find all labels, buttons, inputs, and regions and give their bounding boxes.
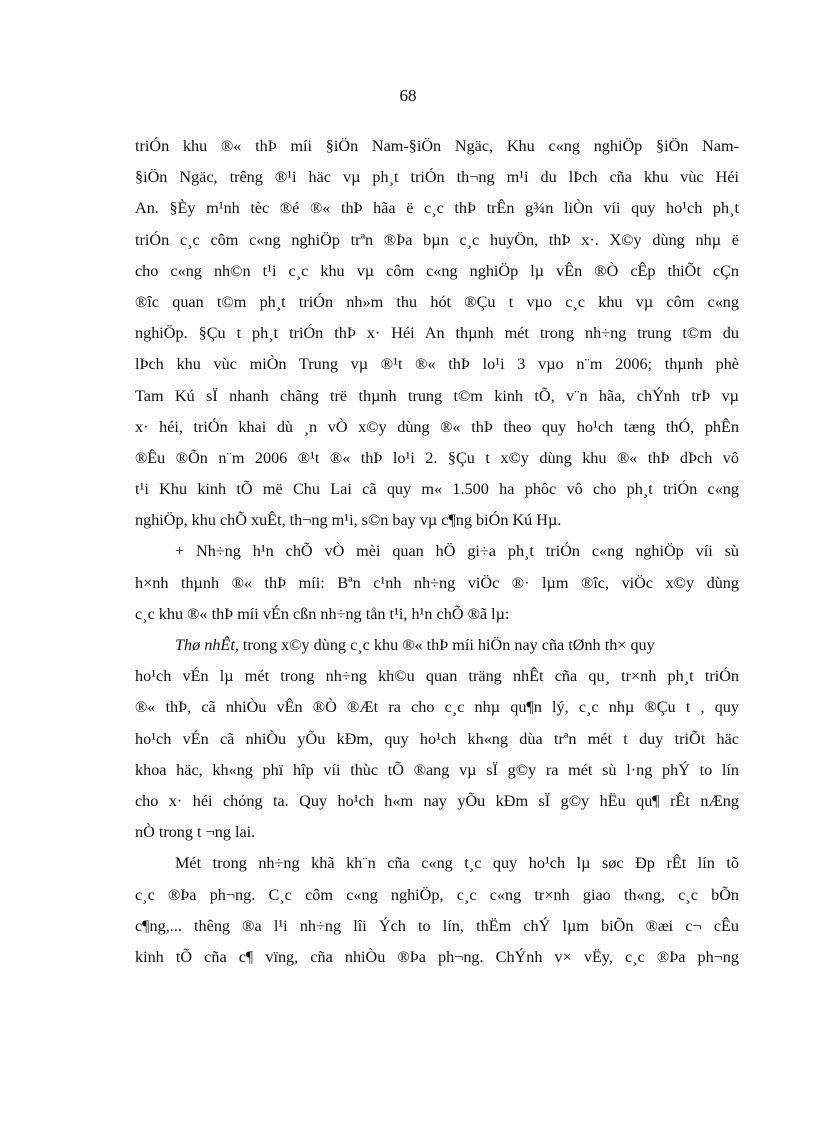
text-line: lÞch khu vùc miÒn Trung vµ ®¹t ®« thÞ lo¹i 3 vµo n¨m 2006; thµnh phè xyxy=(135,355,739,374)
text-line: khoa häc, kh«ng phï hîp víi thùc tÕ ®ang vµ sÏ g©y ra mét sù l·ng phÝ to lín xyxy=(135,760,739,779)
text-line: ®îc quan t©m ph¸t triÓn nh»m thu hót ®Çu t vµo c¸c khu vµ côm c«ng xyxy=(135,292,739,311)
paragraph xyxy=(135,630,739,848)
text-line: h×nh thµnh ®« thÞ míi: Bªn c¹nh nh÷ng viÖc ®· lµm ®îc, viÖc x©y dùng xyxy=(135,573,739,592)
text-line: ho¹ch vÉn lµ mét trong nh÷ng kh©u quan träng nhÊt cña qu¸ tr×nh ph¸t triÓn xyxy=(135,667,739,686)
text-line: triÓn c¸c côm c«ng nghiÖp trªn ®Þa bµn c¸c huyÖn, thÞ x·. X©y dùng nhµ ë xyxy=(135,230,739,249)
text-line: x· héi, triÓn khai dù ¸n vÒ x©y dùng ®« thÞ theo quy ho¹ch tæng thÓ, phÊn xyxy=(135,417,739,436)
text-line: t¹i Khu kinh tÕ më Chu Lai cã quy m« 1.500 ha phôc vô cho ph¸t triÓn c«ng xyxy=(135,480,739,499)
text-line: nghiÖp, khu chÕ xuÊt, th¬ng m¹i, s©n bay vµ c¶ng biÓn Kú Hµ. xyxy=(135,511,562,530)
text-line: §iÖn Ngäc, trêng ®¹i häc vµ ph¸t triÓn th¬ng m¹i du lÞch cña khu vùc Héi xyxy=(135,168,739,187)
text-line: c¶ng,... thêng ®a l¹i nh÷ng lîi Ých to lín, thËm chÝ lµm biÕn ®æi c¬ cÊu xyxy=(135,916,739,935)
text-line: c¸c khu ®« thÞ míi vÉn cßn nh÷ng tån t¹i, h¹n chÕ ®ã lµ: xyxy=(135,604,510,623)
paragraph xyxy=(135,848,739,973)
text-line: c¸c ®Þa ph¬ng. C¸c côm c«ng nghiÖp, c¸c c«ng tr×nh giao th«ng, c¸c bÕn xyxy=(135,885,739,904)
text-line: nÒ trong t ¬ng lai. xyxy=(135,823,256,842)
text-line: + Nh÷ng h¹n chÕ vÒ mèi quan hÖ gi÷a ph¸t triÓn c«ng nghiÖp víi sù xyxy=(175,542,739,561)
text-line: ho¹ch vÉn cã nhiÒu yÕu kÐm, quy ho¹ch kh«ng dùa trªn mét t duy triÕt häc xyxy=(135,729,739,748)
text-line: An. §Èy m¹nh tèc ®é ®« thÞ hãa ë c¸c thÞ trÊn g¾n liÒn víi quy ho¹ch ph¸t xyxy=(135,199,739,218)
text-line: ®« thÞ, cã nhiÒu vÊn ®Ò ®Æt ra cho c¸c nhµ qu¶n lý, c¸c nhµ ®Çu t , quy xyxy=(135,698,739,717)
text-line: ®Êu ®Õn n¨m 2006 ®¹t ®« thÞ lo¹i 2. §Çu t x©y dùng khu ®« thÞ dÞch vô xyxy=(135,448,739,467)
text-line: nghiÖp. §Çu t ph¸t triÓn thÞ x· Héi An thµnh mét trong nh÷ng trung t©m du xyxy=(135,324,739,343)
text-line xyxy=(135,630,739,661)
text-run: trong x©y dùng c¸c khu ®« thÞ míi hiÖn nay cña tØnh th× quy xyxy=(238,636,655,654)
body-text xyxy=(135,131,739,973)
paragraph xyxy=(135,131,739,536)
page-number: 68 xyxy=(399,86,417,105)
italic-lead: Thø nhÊt, xyxy=(175,636,239,654)
paragraph xyxy=(135,536,739,630)
text-line: cho x· héi chóng ta. Quy ho¹ch h«m nay yÕu kÐm sÏ g©y hËu qu¶ rÊt nÆng xyxy=(135,791,739,810)
text-line: Tam Kú sÏ nhanh chãng trë thµnh trung t©m kinh tÕ, v¨n hãa, chÝnh trÞ vµ xyxy=(135,386,739,405)
text-line: Mét trong nh÷ng khã kh¨n cña c«ng t¸c quy ho¹ch lµ søc Ðp rÊt lín tõ xyxy=(175,854,739,873)
text-line: triÓn khu ®« thÞ míi §iÖn Nam-§iÖn Ngäc, Khu c«ng nghiÖp §iÖn Nam- xyxy=(135,137,739,155)
text-line: cho c«ng nh©n t¹i c¸c khu vµ côm c«ng nghiÖp lµ vÊn ®Ò cÊp thiÕt cÇn xyxy=(135,261,739,280)
text-line: kinh tÕ cña c¶ vïng, cña nhiÒu ®Þa ph¬ng. ChÝnh v× vËy, c¸c ®Þa ph¬ng xyxy=(135,947,739,966)
